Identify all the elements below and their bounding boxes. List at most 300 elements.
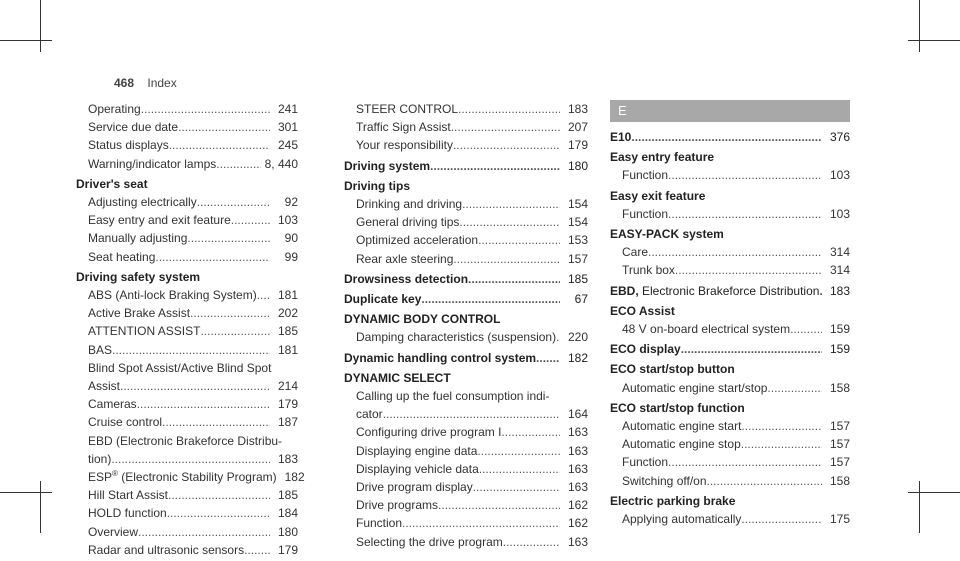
index-heading[interactable] bbox=[610, 128, 850, 146]
page-ref: 185 bbox=[567, 271, 588, 286]
index-entry bbox=[610, 225, 850, 280]
dot-leader bbox=[190, 304, 270, 322]
dot-leader bbox=[200, 322, 270, 340]
dot-leader bbox=[383, 405, 560, 423]
subentry-text bbox=[356, 478, 473, 496]
index-subentry[interactable] bbox=[344, 533, 588, 551]
subentry-text bbox=[88, 193, 197, 211]
index-subentry[interactable] bbox=[344, 405, 588, 423]
heading-term: Driving system bbox=[344, 158, 431, 173]
subentry-text bbox=[356, 514, 402, 532]
index-heading-text bbox=[344, 270, 468, 288]
dot-leader bbox=[162, 413, 270, 431]
heading-term: ECO display bbox=[610, 342, 681, 357]
subentry-text bbox=[356, 250, 453, 268]
index-subentry[interactable] bbox=[76, 118, 298, 136]
dot-leader bbox=[681, 340, 822, 358]
subentry-text bbox=[622, 261, 675, 279]
index-subentry[interactable] bbox=[76, 136, 298, 154]
crop-mark bbox=[908, 40, 960, 41]
dot-leader bbox=[648, 243, 822, 261]
index-heading-text bbox=[610, 282, 819, 300]
index-subentry[interactable] bbox=[76, 504, 298, 522]
index-subentry[interactable] bbox=[76, 286, 298, 304]
subentry-term: Drinking and driving bbox=[356, 197, 463, 212]
index-subentry[interactable] bbox=[610, 243, 850, 261]
page-ref: 103 bbox=[829, 206, 850, 221]
index-subentry[interactable] bbox=[76, 322, 298, 340]
index-heading: ECO start/stop button bbox=[610, 362, 735, 377]
index-subentry[interactable] bbox=[344, 478, 588, 496]
subentry-term: Selecting the drive program bbox=[356, 534, 503, 549]
subentry-text bbox=[88, 341, 112, 359]
dot-leader bbox=[402, 514, 560, 532]
heading-term-suffix: Electronic Brakeforce Distribution bbox=[638, 283, 820, 298]
page-ref: 154 bbox=[567, 215, 588, 230]
subentry-text bbox=[356, 231, 478, 249]
subentry-term: 48 V on-board electrical system bbox=[622, 322, 791, 337]
dot-leader bbox=[231, 211, 270, 229]
index-subentry[interactable] bbox=[344, 496, 588, 514]
index-subentry[interactable] bbox=[344, 118, 588, 136]
subentry-term: Displaying vehicle data bbox=[356, 461, 479, 476]
index-subentry: Blind Spot Assist/Active Blind Spot bbox=[88, 360, 272, 375]
page-ref: 187 bbox=[277, 415, 298, 430]
page-ref: 181 bbox=[277, 288, 298, 303]
index-entry bbox=[610, 340, 850, 358]
subentry-text bbox=[88, 100, 141, 118]
subentry-text bbox=[622, 435, 741, 453]
subentry-term: Function bbox=[622, 206, 669, 221]
index-subentry[interactable] bbox=[610, 261, 850, 279]
dot-leader bbox=[707, 472, 823, 490]
subentry-term: Damping characteristics (suspension) bbox=[356, 330, 557, 345]
index-subentry[interactable] bbox=[76, 211, 298, 229]
subentry-term: BAS bbox=[88, 342, 113, 357]
dot-leader bbox=[668, 166, 822, 184]
page-ref: 376 bbox=[829, 130, 850, 144]
dot-leader bbox=[741, 417, 822, 435]
page-ref: 162 bbox=[567, 498, 588, 513]
subentry-term: Easy entry and exit feature bbox=[88, 213, 231, 228]
page-ref: 103 bbox=[277, 213, 298, 228]
index-heading: Driver's seat bbox=[76, 176, 148, 191]
subentry-term: Service due date bbox=[88, 120, 179, 135]
page-ref: 207 bbox=[567, 120, 588, 135]
page-ref: 314 bbox=[829, 245, 850, 260]
index-column-2 bbox=[344, 100, 588, 553]
subentry-term: Function bbox=[622, 455, 669, 470]
index-subentry[interactable] bbox=[76, 395, 298, 413]
subentry-term: Cruise control bbox=[88, 415, 163, 430]
subentry-term: Active Brake Assist bbox=[88, 306, 191, 321]
index-entry bbox=[344, 349, 588, 367]
crop-mark bbox=[40, 481, 41, 533]
subentry-term: Traffic Sign Assist bbox=[356, 120, 451, 135]
index-heading-text bbox=[344, 349, 536, 367]
subentry-term: Configuring drive program I bbox=[356, 425, 502, 440]
dot-leader bbox=[244, 541, 270, 559]
subentry-term: STEER CONTROL bbox=[356, 102, 459, 116]
page-ref: 157 bbox=[829, 419, 850, 434]
page-ref: 8, 440 bbox=[264, 156, 298, 171]
subentry-text bbox=[622, 453, 668, 471]
subentry-term: ESP bbox=[88, 470, 113, 485]
subentry-term: Hill Start Assist bbox=[88, 488, 169, 503]
crop-mark bbox=[0, 492, 52, 493]
dot-leader bbox=[477, 442, 560, 460]
index-entry bbox=[344, 369, 588, 551]
dot-leader bbox=[536, 349, 560, 367]
page-ref: 164 bbox=[567, 407, 588, 422]
index-heading: ECO Assist bbox=[610, 303, 675, 318]
page-ref: 67 bbox=[574, 292, 588, 307]
index-subentry: EBD (Electronic Brakeforce Distribu- bbox=[88, 433, 283, 448]
page-ref: 163 bbox=[567, 480, 588, 495]
subentry-term: Drive program display bbox=[356, 480, 473, 495]
index-entry bbox=[610, 302, 850, 338]
subentry-term: Automatic engine start bbox=[622, 419, 742, 434]
dot-leader bbox=[430, 157, 560, 175]
index-entry bbox=[76, 268, 305, 559]
index-heading: DYNAMIC SELECT bbox=[344, 370, 451, 385]
index-entry bbox=[76, 175, 298, 266]
subentry-term: Cameras bbox=[88, 397, 137, 412]
subentry-text bbox=[88, 413, 162, 431]
subentry-text bbox=[622, 472, 707, 490]
section-letter-bar: E bbox=[610, 100, 850, 122]
page-ref: 179 bbox=[277, 397, 298, 412]
index-heading: Easy exit feature bbox=[610, 188, 706, 203]
dot-leader bbox=[257, 286, 270, 304]
subentry-term: Applying automatically bbox=[622, 512, 742, 527]
subentry-text bbox=[356, 195, 462, 213]
page-ref: 181 bbox=[277, 342, 298, 357]
dot-leader bbox=[741, 510, 822, 528]
index-heading[interactable] bbox=[344, 157, 588, 175]
dot-leader bbox=[458, 100, 560, 118]
subentry-term: Trunk box bbox=[622, 263, 675, 278]
index-subentry[interactable] bbox=[610, 166, 850, 184]
subentry-term: Displaying engine data bbox=[356, 443, 478, 458]
page-ref: 157 bbox=[567, 251, 588, 266]
index-subentry[interactable] bbox=[610, 510, 850, 528]
page-ref: 163 bbox=[567, 425, 588, 440]
page-ref: 220 bbox=[567, 330, 588, 345]
subentry-term: Drive programs bbox=[356, 498, 439, 513]
index-heading[interactable] bbox=[610, 282, 850, 300]
dot-leader bbox=[675, 261, 822, 279]
page-ref: 245 bbox=[277, 138, 298, 153]
page-ref: 158 bbox=[829, 473, 850, 488]
index-subentry[interactable] bbox=[344, 136, 588, 154]
subentry-text bbox=[622, 205, 668, 223]
index-subentry[interactable] bbox=[76, 341, 298, 359]
page-ref: 314 bbox=[829, 263, 850, 278]
dot-leader bbox=[141, 100, 270, 118]
index-subentry[interactable] bbox=[344, 328, 588, 346]
subentry-text bbox=[88, 541, 244, 559]
dot-leader bbox=[668, 453, 822, 471]
index-entry bbox=[610, 187, 850, 223]
subentry-text bbox=[88, 136, 169, 154]
subentry-text bbox=[88, 322, 200, 340]
index-subentry[interactable] bbox=[610, 320, 850, 338]
page-ref: 180 bbox=[567, 158, 588, 173]
dot-leader bbox=[137, 395, 270, 413]
page-ref: 92 bbox=[284, 195, 298, 210]
index-heading: Easy entry feature bbox=[610, 150, 715, 165]
page-ref: 214 bbox=[277, 379, 298, 394]
index-subentry[interactable] bbox=[76, 468, 305, 486]
page-ref: 179 bbox=[277, 542, 298, 557]
index-subentry[interactable] bbox=[76, 155, 298, 173]
dot-leader bbox=[459, 213, 560, 231]
index-heading: DYNAMIC BODY CONTROL bbox=[344, 312, 501, 327]
page-ref: 182 bbox=[567, 350, 588, 365]
index-heading: Driving safety system bbox=[76, 269, 201, 284]
index-subentry[interactable] bbox=[76, 248, 298, 266]
index-subentry[interactable] bbox=[610, 417, 850, 435]
page-ref: 202 bbox=[277, 306, 298, 321]
dot-leader bbox=[216, 155, 260, 173]
index-subentry[interactable] bbox=[76, 193, 298, 211]
dot-leader bbox=[112, 341, 270, 359]
index-subentry[interactable] bbox=[344, 195, 588, 213]
section-label: Index bbox=[147, 76, 177, 90]
page-ref: 163 bbox=[567, 443, 588, 458]
subentry-term: Manually adjusting bbox=[88, 231, 188, 246]
index-subentry[interactable] bbox=[76, 523, 298, 541]
subentry-text bbox=[356, 533, 503, 551]
index-subentry[interactable] bbox=[610, 453, 850, 471]
page-ref: 99 bbox=[284, 249, 298, 264]
index-entry bbox=[344, 310, 588, 346]
index-entry bbox=[344, 177, 588, 268]
subentry-term: Operating bbox=[88, 102, 141, 116]
index-heading[interactable] bbox=[344, 270, 588, 288]
subentry-text bbox=[88, 248, 155, 266]
crop-mark bbox=[0, 40, 52, 41]
index-subentry[interactable] bbox=[76, 377, 298, 395]
index-heading: EASY-PACK system bbox=[610, 227, 724, 242]
subentry-text bbox=[622, 243, 648, 261]
subentry-text bbox=[622, 510, 741, 528]
dot-leader bbox=[478, 231, 560, 249]
page-ref: 185 bbox=[277, 488, 298, 503]
index-entry bbox=[610, 492, 850, 528]
index-subentry[interactable] bbox=[344, 423, 588, 441]
subentry-text bbox=[622, 166, 668, 184]
subentry-text bbox=[88, 504, 167, 522]
subentry-term: Automatic engine stop bbox=[622, 437, 741, 452]
heading-term: Drowsiness detection bbox=[344, 271, 469, 286]
page-ref: 157 bbox=[829, 455, 850, 470]
subentry-term: tion) bbox=[88, 451, 112, 466]
index-subentry[interactable] bbox=[344, 100, 588, 118]
page-ref: 157 bbox=[829, 437, 850, 452]
index-entry bbox=[344, 100, 588, 155]
page-ref: 179 bbox=[567, 138, 588, 153]
index-entry bbox=[76, 100, 298, 173]
index-entry bbox=[610, 148, 850, 184]
index-subentry[interactable] bbox=[76, 541, 298, 559]
index-heading-text bbox=[344, 157, 430, 175]
subentry-term-rest: (Electronic Stability Program) bbox=[117, 470, 277, 485]
index-heading[interactable] bbox=[344, 349, 588, 367]
index-heading[interactable] bbox=[344, 290, 588, 308]
index-subentry: Calling up the fuel consumption indi- bbox=[356, 389, 550, 404]
dot-leader bbox=[421, 290, 560, 308]
subentry-text bbox=[88, 523, 138, 541]
crop-mark bbox=[40, 0, 41, 52]
index-subentry[interactable] bbox=[76, 229, 298, 247]
index-subentry[interactable] bbox=[610, 435, 850, 453]
page-ref: 184 bbox=[277, 506, 298, 521]
subentry-text bbox=[622, 320, 790, 338]
page-ref: 183 bbox=[567, 102, 588, 116]
dot-leader bbox=[451, 118, 560, 136]
index-subentry[interactable] bbox=[344, 250, 588, 268]
page-ref: 163 bbox=[567, 534, 588, 549]
page-ref: 158 bbox=[829, 380, 850, 395]
dot-leader bbox=[168, 486, 270, 504]
page-ref: 103 bbox=[829, 168, 850, 183]
subentry-term: Status displays bbox=[88, 138, 169, 153]
dot-leader bbox=[111, 450, 270, 468]
page-number: 468 bbox=[114, 76, 135, 90]
page-ref: 183 bbox=[277, 451, 298, 466]
index-entry bbox=[610, 282, 850, 300]
dot-leader bbox=[668, 205, 822, 223]
index-subentry[interactable] bbox=[76, 486, 298, 504]
subentry-text bbox=[622, 379, 767, 397]
index-entry bbox=[610, 128, 850, 146]
page-ref: 241 bbox=[277, 102, 298, 116]
subentry-term: cator bbox=[356, 407, 383, 422]
dot-leader bbox=[438, 496, 560, 514]
page-ref: 301 bbox=[277, 120, 298, 135]
index-heading-text bbox=[610, 340, 681, 358]
index-entry bbox=[344, 290, 588, 308]
subentry-text bbox=[622, 417, 741, 435]
subentry-term: Function bbox=[622, 168, 669, 183]
crop-mark bbox=[908, 492, 960, 493]
dot-leader bbox=[167, 504, 270, 522]
heading-term: EBD, bbox=[610, 283, 639, 298]
subentry-text bbox=[88, 450, 111, 468]
subentry-text bbox=[88, 229, 187, 247]
dot-leader bbox=[631, 128, 822, 146]
index-heading: Driving tips bbox=[344, 178, 411, 193]
dot-leader bbox=[197, 193, 270, 211]
subentry-text bbox=[356, 405, 383, 423]
subentry-text bbox=[356, 496, 438, 514]
subentry-term: Adjusting electrically bbox=[88, 195, 197, 210]
index-entry bbox=[344, 157, 588, 175]
page-ref: 180 bbox=[277, 524, 298, 539]
dot-leader bbox=[501, 423, 560, 441]
dot-leader bbox=[790, 320, 822, 338]
subentry-text bbox=[88, 118, 178, 136]
dot-leader bbox=[473, 478, 560, 496]
index-subentry[interactable] bbox=[344, 231, 588, 249]
index-subentry[interactable] bbox=[344, 442, 588, 460]
index-column-1 bbox=[76, 100, 305, 561]
index-subentry[interactable] bbox=[344, 514, 588, 532]
index-subentry[interactable] bbox=[76, 450, 298, 468]
subentry-text bbox=[356, 442, 477, 460]
heading-term: Dynamic handling control system bbox=[344, 350, 537, 365]
dot-leader bbox=[169, 136, 270, 154]
index-subentry[interactable] bbox=[610, 379, 850, 397]
index-heading[interactable] bbox=[610, 340, 850, 358]
subentry-term: General driving tips bbox=[356, 215, 460, 230]
page-ref: 162 bbox=[567, 516, 588, 531]
page-ref: 163 bbox=[567, 461, 588, 476]
subentry-term: Warning/indicator lamps bbox=[88, 156, 217, 171]
subentry-text bbox=[356, 423, 501, 441]
page-ref: 185 bbox=[277, 324, 298, 339]
subentry-term: Overview bbox=[88, 524, 139, 539]
page-ref: 90 bbox=[284, 231, 298, 246]
index-entry bbox=[344, 270, 588, 288]
crop-mark bbox=[919, 0, 920, 52]
index-subentry[interactable] bbox=[610, 205, 850, 223]
page-ref: 182 bbox=[284, 470, 305, 485]
subentry-term: Your responsibility bbox=[356, 138, 453, 153]
subentry-term: HOLD function bbox=[88, 506, 167, 521]
index-subentry[interactable] bbox=[610, 472, 850, 490]
subentry-text bbox=[356, 328, 556, 346]
subentry-text bbox=[88, 486, 168, 504]
index-subentry[interactable] bbox=[76, 304, 298, 322]
dot-leader bbox=[187, 229, 270, 247]
page-ref: 175 bbox=[829, 512, 850, 527]
dot-leader bbox=[503, 533, 560, 551]
page-ref: 154 bbox=[567, 197, 588, 212]
subentry-term: Optimized acceleration bbox=[356, 233, 479, 248]
dot-leader bbox=[453, 250, 560, 268]
index-subentry[interactable] bbox=[76, 100, 298, 118]
dot-leader bbox=[741, 435, 822, 453]
dot-leader bbox=[453, 136, 560, 154]
subentry-text bbox=[88, 377, 120, 395]
dot-leader bbox=[479, 460, 560, 478]
subentry-term: ABS (Anti-lock Braking System) bbox=[88, 288, 257, 303]
page-ref: 159 bbox=[829, 342, 850, 357]
index-heading-text bbox=[344, 290, 421, 308]
subentry-term: Rear axle steering bbox=[356, 251, 454, 266]
index-entry bbox=[610, 360, 850, 396]
page-header bbox=[114, 76, 177, 90]
registered-mark: ® bbox=[112, 469, 118, 479]
page-ref: 159 bbox=[829, 322, 850, 337]
index-subentry[interactable] bbox=[344, 460, 588, 478]
subentry-text bbox=[88, 211, 231, 229]
dot-leader bbox=[178, 118, 270, 136]
page-ref: 183 bbox=[829, 283, 850, 298]
index-subentry[interactable] bbox=[76, 413, 298, 431]
index-heading-text bbox=[610, 128, 631, 146]
subentry-term: Switching off/on bbox=[622, 473, 707, 488]
dot-leader bbox=[468, 270, 560, 288]
subentry-text bbox=[88, 468, 277, 486]
index-subentry[interactable] bbox=[344, 213, 588, 231]
subentry-text bbox=[88, 155, 216, 173]
dot-leader bbox=[120, 377, 270, 395]
subentry-term: Assist bbox=[88, 379, 121, 394]
